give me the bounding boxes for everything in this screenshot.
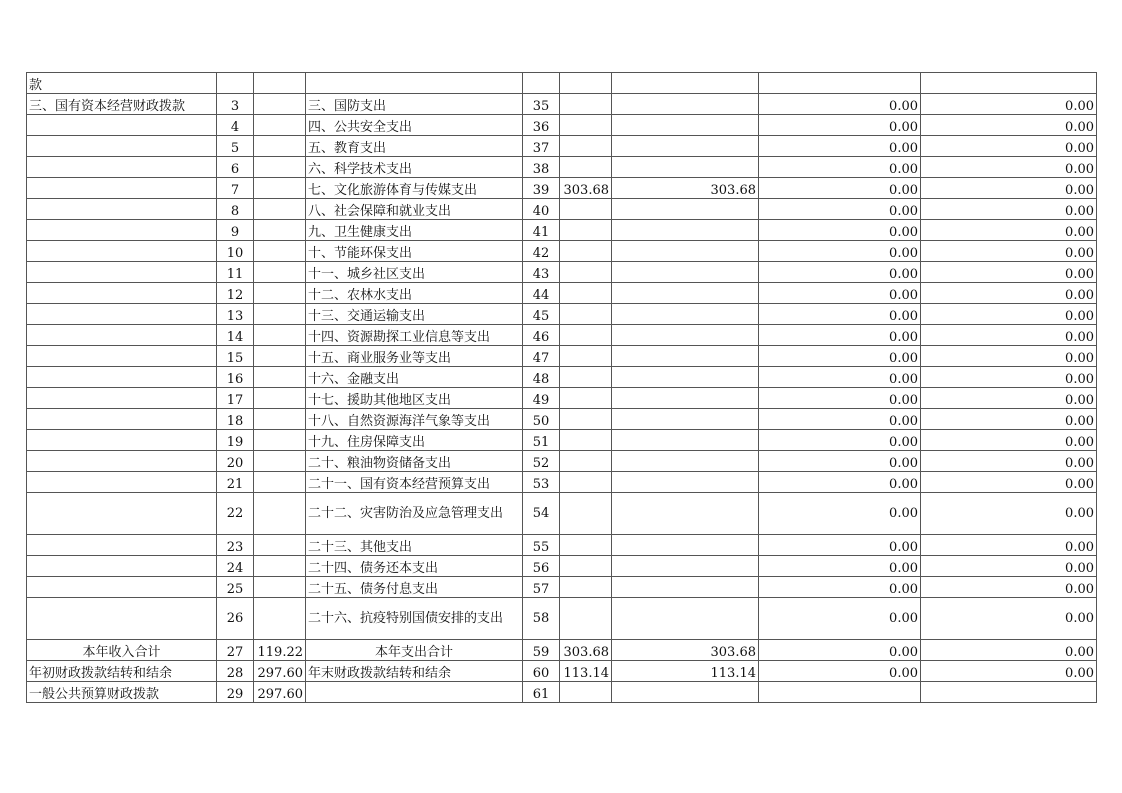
fund-budget-cell: 0.00 [759, 199, 921, 220]
income-amount-cell [254, 367, 306, 388]
expense-item-cell: 十二、农林水支出 [306, 283, 523, 304]
expense-item-cell [306, 73, 523, 94]
expense-row-number-cell: 56 [523, 556, 560, 577]
income-row-number-cell: 29 [217, 682, 254, 703]
income-amount-cell [254, 136, 306, 157]
expense-row-number-cell: 53 [523, 472, 560, 493]
income-amount-cell [254, 262, 306, 283]
expense-item-cell: 三、国防支出 [306, 94, 523, 115]
expense-row-number-cell: 48 [523, 367, 560, 388]
expense-total-cell [560, 283, 612, 304]
expense-row-number-cell: 37 [523, 136, 560, 157]
income-item-cell: 一般公共预算财政拨款 [27, 682, 217, 703]
table-row [27, 73, 1097, 94]
general-budget-cell [612, 535, 759, 556]
income-amount-cell: 297.60 [254, 661, 306, 682]
expense-total-cell [560, 451, 612, 472]
income-row-number-cell: 9 [217, 220, 254, 241]
table-row [27, 451, 1097, 472]
general-budget-cell [612, 220, 759, 241]
general-budget-cell [612, 598, 759, 640]
table-row [27, 409, 1097, 430]
income-amount-cell [254, 598, 306, 640]
income-item-cell: 三、国有资本经营财政拨款 [27, 94, 217, 115]
expense-row-number-cell: 61 [523, 682, 560, 703]
table-body [27, 73, 1097, 703]
state-capital-cell: 0.00 [921, 178, 1097, 199]
income-item-cell [27, 136, 217, 157]
income-amount-cell: 119.22 [254, 640, 306, 661]
expense-row-number-cell: 60 [523, 661, 560, 682]
table-row [27, 577, 1097, 598]
expense-row-number-cell: 52 [523, 451, 560, 472]
income-row-number-cell: 16 [217, 367, 254, 388]
table-row [27, 262, 1097, 283]
income-item-cell [27, 178, 217, 199]
general-budget-cell [612, 451, 759, 472]
income-item-cell: 本年收入合计 [27, 640, 217, 661]
state-capital-cell: 0.00 [921, 346, 1097, 367]
state-capital-cell: 0.00 [921, 430, 1097, 451]
expense-item-cell: 九、卫生健康支出 [306, 220, 523, 241]
income-item-cell [27, 283, 217, 304]
income-row-number-cell: 4 [217, 115, 254, 136]
income-row-number-cell: 8 [217, 199, 254, 220]
fund-budget-cell: 0.00 [759, 577, 921, 598]
table-row [27, 556, 1097, 577]
state-capital-cell: 0.00 [921, 94, 1097, 115]
income-item-cell [27, 304, 217, 325]
state-capital-cell: 0.00 [921, 472, 1097, 493]
expense-item-cell: 十五、商业服务业等支出 [306, 346, 523, 367]
expense-total-cell [560, 430, 612, 451]
table-row [27, 598, 1097, 640]
state-capital-cell: 0.00 [921, 325, 1097, 346]
general-budget-cell [612, 472, 759, 493]
expense-total-cell [560, 493, 612, 535]
table-row [27, 136, 1097, 157]
expense-total-cell [560, 556, 612, 577]
expense-item-cell [306, 682, 523, 703]
fund-budget-cell: 0.00 [759, 220, 921, 241]
table-row [27, 325, 1097, 346]
expense-row-number-cell: 39 [523, 178, 560, 199]
expense-item-cell: 二十六、抗疫特别国债安排的支出 [306, 598, 523, 640]
table-row [27, 94, 1097, 115]
expense-total-cell [560, 577, 612, 598]
income-item-cell [27, 451, 217, 472]
income-row-number-cell: 27 [217, 640, 254, 661]
expense-item-cell: 二十五、债务付息支出 [306, 577, 523, 598]
state-capital-cell: 0.00 [921, 409, 1097, 430]
fund-budget-cell: 0.00 [759, 640, 921, 661]
expense-row-number-cell: 47 [523, 346, 560, 367]
expense-row-number-cell: 55 [523, 535, 560, 556]
table-row [27, 430, 1097, 451]
fund-budget-cell: 0.00 [759, 472, 921, 493]
table-row [27, 367, 1097, 388]
state-capital-cell: 0.00 [921, 199, 1097, 220]
state-capital-cell: 0.00 [921, 367, 1097, 388]
expense-item-cell: 十、节能环保支出 [306, 241, 523, 262]
table-row [27, 640, 1097, 661]
expense-item-cell: 十四、资源勘探工业信息等支出 [306, 325, 523, 346]
state-capital-cell: 0.00 [921, 577, 1097, 598]
state-capital-cell: 0.00 [921, 451, 1097, 472]
expense-total-cell [560, 262, 612, 283]
expense-total-cell [560, 535, 612, 556]
expense-row-number-cell: 57 [523, 577, 560, 598]
state-capital-cell [921, 73, 1097, 94]
table-row [27, 220, 1097, 241]
table-row [27, 682, 1097, 703]
table-row [27, 661, 1097, 682]
expense-row-number-cell: 49 [523, 388, 560, 409]
income-amount-cell [254, 94, 306, 115]
expense-total-cell [560, 388, 612, 409]
expense-row-number-cell: 36 [523, 115, 560, 136]
expense-total-cell [560, 136, 612, 157]
income-row-number-cell: 23 [217, 535, 254, 556]
state-capital-cell: 0.00 [921, 262, 1097, 283]
general-budget-cell [612, 388, 759, 409]
income-amount-cell [254, 241, 306, 262]
income-amount-cell [254, 556, 306, 577]
fund-budget-cell: 0.00 [759, 346, 921, 367]
income-item-cell [27, 577, 217, 598]
income-item-cell [27, 241, 217, 262]
expense-total-cell [560, 241, 612, 262]
fund-budget-cell: 0.00 [759, 493, 921, 535]
expense-row-number-cell: 46 [523, 325, 560, 346]
expense-item-cell: 十八、自然资源海洋气象等支出 [306, 409, 523, 430]
general-budget-cell [612, 493, 759, 535]
expense-row-number-cell: 54 [523, 493, 560, 535]
general-budget-cell [612, 367, 759, 388]
income-row-number-cell: 7 [217, 178, 254, 199]
expense-item-cell: 八、社会保障和就业支出 [306, 199, 523, 220]
income-amount-cell [254, 115, 306, 136]
income-row-number-cell: 6 [217, 157, 254, 178]
state-capital-cell: 0.00 [921, 136, 1097, 157]
fund-budget-cell: 0.00 [759, 136, 921, 157]
fund-budget-cell: 0.00 [759, 556, 921, 577]
expense-item-cell: 十一、城乡社区支出 [306, 262, 523, 283]
expense-total-cell [560, 409, 612, 430]
state-capital-cell: 0.00 [921, 640, 1097, 661]
income-amount-cell: 297.60 [254, 682, 306, 703]
expense-item-cell: 十六、金融支出 [306, 367, 523, 388]
table-row [27, 115, 1097, 136]
table-row [27, 304, 1097, 325]
income-amount-cell [254, 472, 306, 493]
expense-item-cell: 七、文化旅游体育与传媒支出 [306, 178, 523, 199]
table-row [27, 178, 1097, 199]
income-amount-cell [254, 430, 306, 451]
state-capital-cell: 0.00 [921, 115, 1097, 136]
income-row-number-cell: 17 [217, 388, 254, 409]
expense-total-cell: 303.68 [560, 178, 612, 199]
income-amount-cell [254, 73, 306, 94]
income-row-number-cell: 13 [217, 304, 254, 325]
expense-row-number-cell: 58 [523, 598, 560, 640]
expense-item-cell: 十九、住房保障支出 [306, 430, 523, 451]
general-budget-cell [612, 262, 759, 283]
fund-budget-cell: 0.00 [759, 283, 921, 304]
state-capital-cell: 0.00 [921, 241, 1097, 262]
expense-total-cell [560, 367, 612, 388]
expense-item-cell: 十七、援助其他地区支出 [306, 388, 523, 409]
fund-budget-cell [759, 682, 921, 703]
income-row-number-cell: 20 [217, 451, 254, 472]
income-item-cell [27, 472, 217, 493]
income-amount-cell [254, 157, 306, 178]
income-amount-cell [254, 409, 306, 430]
expense-row-number-cell: 42 [523, 241, 560, 262]
state-capital-cell: 0.00 [921, 598, 1097, 640]
state-capital-cell: 0.00 [921, 493, 1097, 535]
state-capital-cell: 0.00 [921, 535, 1097, 556]
expense-total-cell: 113.14 [560, 661, 612, 682]
expense-item-cell: 二十二、灾害防治及应急管理支出 [306, 493, 523, 535]
income-item-cell [27, 346, 217, 367]
fund-budget-cell: 0.00 [759, 388, 921, 409]
general-budget-cell [612, 136, 759, 157]
income-row-number-cell: 10 [217, 241, 254, 262]
expense-total-cell [560, 115, 612, 136]
expense-item-cell: 五、教育支出 [306, 136, 523, 157]
income-row-number-cell: 14 [217, 325, 254, 346]
income-amount-cell [254, 283, 306, 304]
expense-total-cell [560, 304, 612, 325]
fund-budget-cell: 0.00 [759, 430, 921, 451]
income-row-number-cell: 12 [217, 283, 254, 304]
general-budget-cell [612, 241, 759, 262]
income-row-number-cell: 18 [217, 409, 254, 430]
income-amount-cell [254, 199, 306, 220]
income-item-cell: 款 [27, 73, 217, 94]
fund-budget-cell: 0.00 [759, 367, 921, 388]
income-item-cell [27, 409, 217, 430]
state-capital-cell: 0.00 [921, 556, 1097, 577]
income-row-number-cell: 15 [217, 346, 254, 367]
income-item-cell [27, 535, 217, 556]
fund-budget-cell [759, 73, 921, 94]
general-budget-cell [612, 682, 759, 703]
state-capital-cell: 0.00 [921, 283, 1097, 304]
fund-budget-cell: 0.00 [759, 661, 921, 682]
income-amount-cell [254, 493, 306, 535]
general-budget-cell [612, 346, 759, 367]
expense-item-cell: 二十三、其他支出 [306, 535, 523, 556]
expense-row-number-cell: 44 [523, 283, 560, 304]
state-capital-cell: 0.00 [921, 388, 1097, 409]
expense-total-cell [560, 472, 612, 493]
fund-budget-cell: 0.00 [759, 157, 921, 178]
expense-total-cell: 303.68 [560, 640, 612, 661]
expense-row-number-cell [523, 73, 560, 94]
expense-row-number-cell: 51 [523, 430, 560, 451]
expense-item-cell: 二十、粮油物资储备支出 [306, 451, 523, 472]
income-amount-cell [254, 535, 306, 556]
state-capital-cell: 0.00 [921, 157, 1097, 178]
expense-item-cell: 二十四、债务还本支出 [306, 556, 523, 577]
expense-row-number-cell: 45 [523, 304, 560, 325]
income-row-number-cell [217, 73, 254, 94]
expense-item-cell: 本年支出合计 [306, 640, 523, 661]
table-row [27, 283, 1097, 304]
fund-budget-cell: 0.00 [759, 325, 921, 346]
income-item-cell [27, 199, 217, 220]
table-row [27, 199, 1097, 220]
income-row-number-cell: 3 [217, 94, 254, 115]
expense-total-cell [560, 220, 612, 241]
income-item-cell [27, 115, 217, 136]
general-budget-cell [612, 325, 759, 346]
income-item-cell: 年初财政拨款结转和结余 [27, 661, 217, 682]
general-budget-cell [612, 283, 759, 304]
expense-total-cell [560, 73, 612, 94]
income-item-cell [27, 325, 217, 346]
table-row [27, 388, 1097, 409]
income-amount-cell [254, 577, 306, 598]
income-row-number-cell: 26 [217, 598, 254, 640]
table-row [27, 346, 1097, 367]
income-item-cell [27, 493, 217, 535]
general-budget-cell [612, 577, 759, 598]
general-budget-cell [612, 409, 759, 430]
expense-total-cell [560, 346, 612, 367]
income-amount-cell [254, 388, 306, 409]
income-item-cell [27, 388, 217, 409]
general-budget-cell [612, 199, 759, 220]
fund-budget-cell: 0.00 [759, 178, 921, 199]
table-row [27, 493, 1097, 535]
general-budget-cell [612, 304, 759, 325]
state-capital-cell: 0.00 [921, 220, 1097, 241]
income-item-cell [27, 220, 217, 241]
expense-row-number-cell: 41 [523, 220, 560, 241]
expense-total-cell [560, 199, 612, 220]
income-amount-cell [254, 325, 306, 346]
fund-budget-cell: 0.00 [759, 535, 921, 556]
expense-item-cell: 年末财政拨款结转和结余 [306, 661, 523, 682]
expense-total-cell [560, 598, 612, 640]
income-row-number-cell: 25 [217, 577, 254, 598]
income-item-cell [27, 430, 217, 451]
expense-total-cell [560, 157, 612, 178]
expense-total-cell [560, 325, 612, 346]
income-row-number-cell: 28 [217, 661, 254, 682]
income-row-number-cell: 21 [217, 472, 254, 493]
general-budget-cell: 113.14 [612, 661, 759, 682]
income-amount-cell [254, 451, 306, 472]
expense-row-number-cell: 40 [523, 199, 560, 220]
fund-budget-cell: 0.00 [759, 241, 921, 262]
general-budget-cell [612, 430, 759, 451]
income-amount-cell [254, 178, 306, 199]
income-item-cell [27, 367, 217, 388]
income-item-cell [27, 157, 217, 178]
income-amount-cell [254, 304, 306, 325]
expense-item-cell: 二十一、国有资本经营预算支出 [306, 472, 523, 493]
expense-item-cell: 四、公共安全支出 [306, 115, 523, 136]
income-item-cell [27, 556, 217, 577]
table-row [27, 241, 1097, 262]
income-item-cell [27, 262, 217, 283]
general-budget-cell: 303.68 [612, 178, 759, 199]
income-row-number-cell: 19 [217, 430, 254, 451]
fund-budget-cell: 0.00 [759, 409, 921, 430]
expense-row-number-cell: 59 [523, 640, 560, 661]
income-row-number-cell: 24 [217, 556, 254, 577]
income-row-number-cell: 22 [217, 493, 254, 535]
table-row [27, 472, 1097, 493]
state-capital-cell: 0.00 [921, 304, 1097, 325]
fund-budget-cell: 0.00 [759, 115, 921, 136]
expense-item-cell: 六、科学技术支出 [306, 157, 523, 178]
income-row-number-cell: 5 [217, 136, 254, 157]
fund-budget-cell: 0.00 [759, 598, 921, 640]
income-amount-cell [254, 346, 306, 367]
state-capital-cell: 0.00 [921, 661, 1097, 682]
state-capital-cell [921, 682, 1097, 703]
fund-budget-cell: 0.00 [759, 262, 921, 283]
expense-item-cell: 十三、交通运输支出 [306, 304, 523, 325]
expense-row-number-cell: 35 [523, 94, 560, 115]
income-item-cell [27, 598, 217, 640]
table-row [27, 535, 1097, 556]
fund-budget-cell: 0.00 [759, 304, 921, 325]
general-budget-cell [612, 556, 759, 577]
income-row-number-cell: 11 [217, 262, 254, 283]
general-budget-cell [612, 115, 759, 136]
expense-row-number-cell: 50 [523, 409, 560, 430]
fiscal-budget-table [26, 72, 1097, 703]
fund-budget-cell: 0.00 [759, 94, 921, 115]
general-budget-cell [612, 157, 759, 178]
expense-total-cell [560, 94, 612, 115]
general-budget-cell: 303.68 [612, 640, 759, 661]
general-budget-cell [612, 94, 759, 115]
general-budget-cell [612, 73, 759, 94]
expense-total-cell [560, 682, 612, 703]
expense-row-number-cell: 38 [523, 157, 560, 178]
table-row [27, 157, 1097, 178]
income-amount-cell [254, 220, 306, 241]
expense-row-number-cell: 43 [523, 262, 560, 283]
fund-budget-cell: 0.00 [759, 451, 921, 472]
